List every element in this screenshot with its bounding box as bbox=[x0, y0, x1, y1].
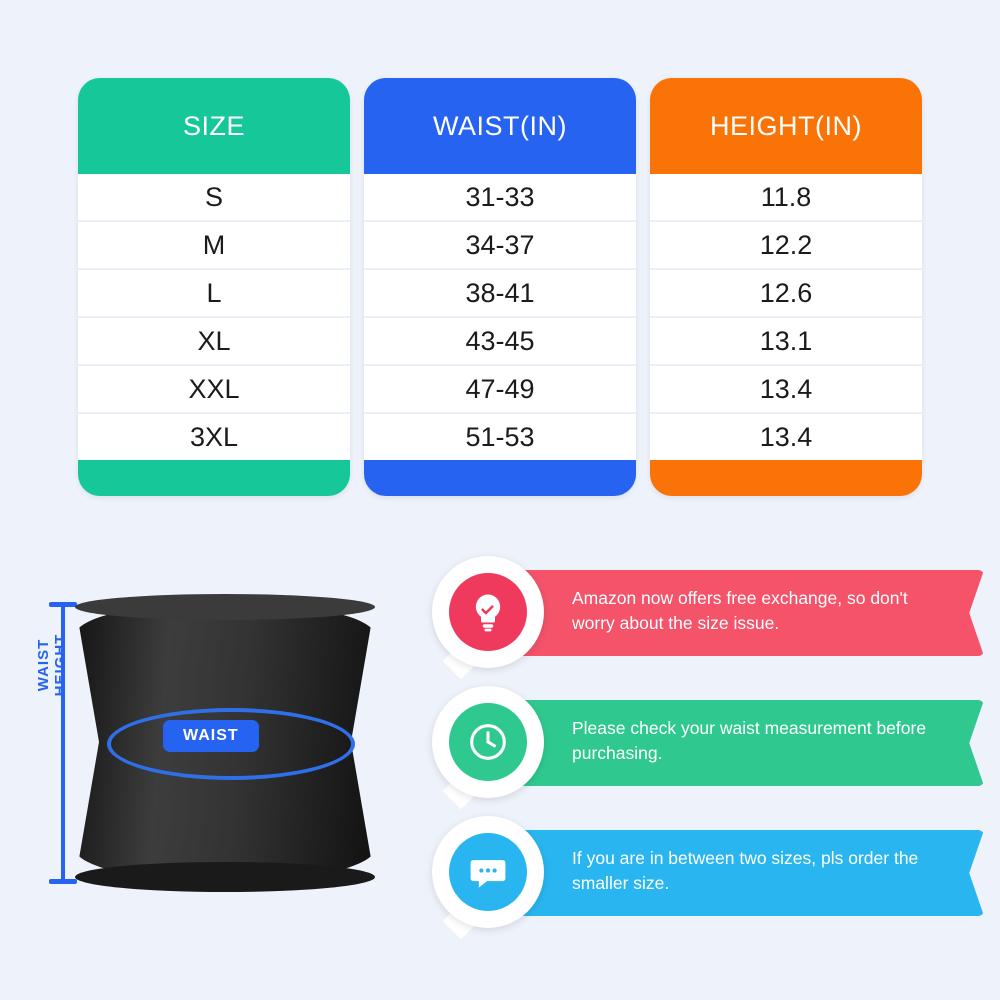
size-column-footer bbox=[78, 460, 350, 496]
size-column-body bbox=[78, 174, 350, 460]
table-row: 43-45 bbox=[364, 318, 636, 366]
bracket-cap-bottom bbox=[49, 879, 77, 884]
note-text: Amazon now offers free exchange, so don't worry about the size issue. bbox=[572, 588, 908, 633]
lightbulb-check-icon bbox=[449, 573, 527, 651]
table-row: M bbox=[78, 222, 350, 270]
waist-label: WAIST bbox=[163, 720, 259, 752]
table-row: 13.4 bbox=[650, 366, 922, 414]
note-badge bbox=[432, 556, 544, 668]
clock-icon bbox=[449, 703, 527, 781]
belt-top-edge bbox=[75, 594, 375, 620]
waist-column bbox=[364, 78, 636, 496]
table-row: 51-53 bbox=[364, 414, 636, 460]
height-column-footer bbox=[650, 460, 922, 496]
size-column bbox=[78, 78, 350, 496]
table-row: 11.8 bbox=[650, 174, 922, 222]
chat-bubble-icon bbox=[449, 833, 527, 911]
waist-height-label: WAIST HEIGHT bbox=[35, 633, 69, 697]
list-item bbox=[432, 556, 984, 676]
table-row: S bbox=[78, 174, 350, 222]
size-chart-table bbox=[78, 78, 922, 496]
table-row: 13.4 bbox=[650, 414, 922, 460]
table-row: 13.1 bbox=[650, 318, 922, 366]
height-column bbox=[650, 78, 922, 496]
note-text: Please check your waist measurement before purchasing. bbox=[572, 718, 927, 763]
table-row: 12.2 bbox=[650, 222, 922, 270]
waist-column-footer bbox=[364, 460, 636, 496]
table-row: 31-33 bbox=[364, 174, 636, 222]
height-column-body bbox=[650, 174, 922, 460]
column-header-height: HEIGHT(IN) bbox=[710, 110, 862, 141]
list-item bbox=[432, 686, 984, 806]
table-row: 12.6 bbox=[650, 270, 922, 318]
product-illustration bbox=[20, 560, 420, 980]
list-item bbox=[432, 816, 984, 936]
table-row: 34-37 bbox=[364, 222, 636, 270]
belt-bottom-edge bbox=[75, 862, 375, 892]
table-row: XXL bbox=[78, 366, 350, 414]
note-text: If you are in between two sizes, pls order the smaller size. bbox=[572, 848, 919, 893]
table-row: 38-41 bbox=[364, 270, 636, 318]
column-header-size: SIZE bbox=[182, 110, 245, 141]
table-row: 47-49 bbox=[364, 366, 636, 414]
note-badge bbox=[432, 816, 544, 928]
note-badge bbox=[432, 686, 544, 798]
table-row: L bbox=[78, 270, 350, 318]
table-row: XL bbox=[78, 318, 350, 366]
column-header-waist: WAIST(IN) bbox=[433, 110, 567, 141]
notes-list bbox=[432, 556, 984, 946]
table-row: 3XL bbox=[78, 414, 350, 460]
waist-trainer-image bbox=[75, 602, 375, 882]
waist-column-body bbox=[364, 174, 636, 460]
